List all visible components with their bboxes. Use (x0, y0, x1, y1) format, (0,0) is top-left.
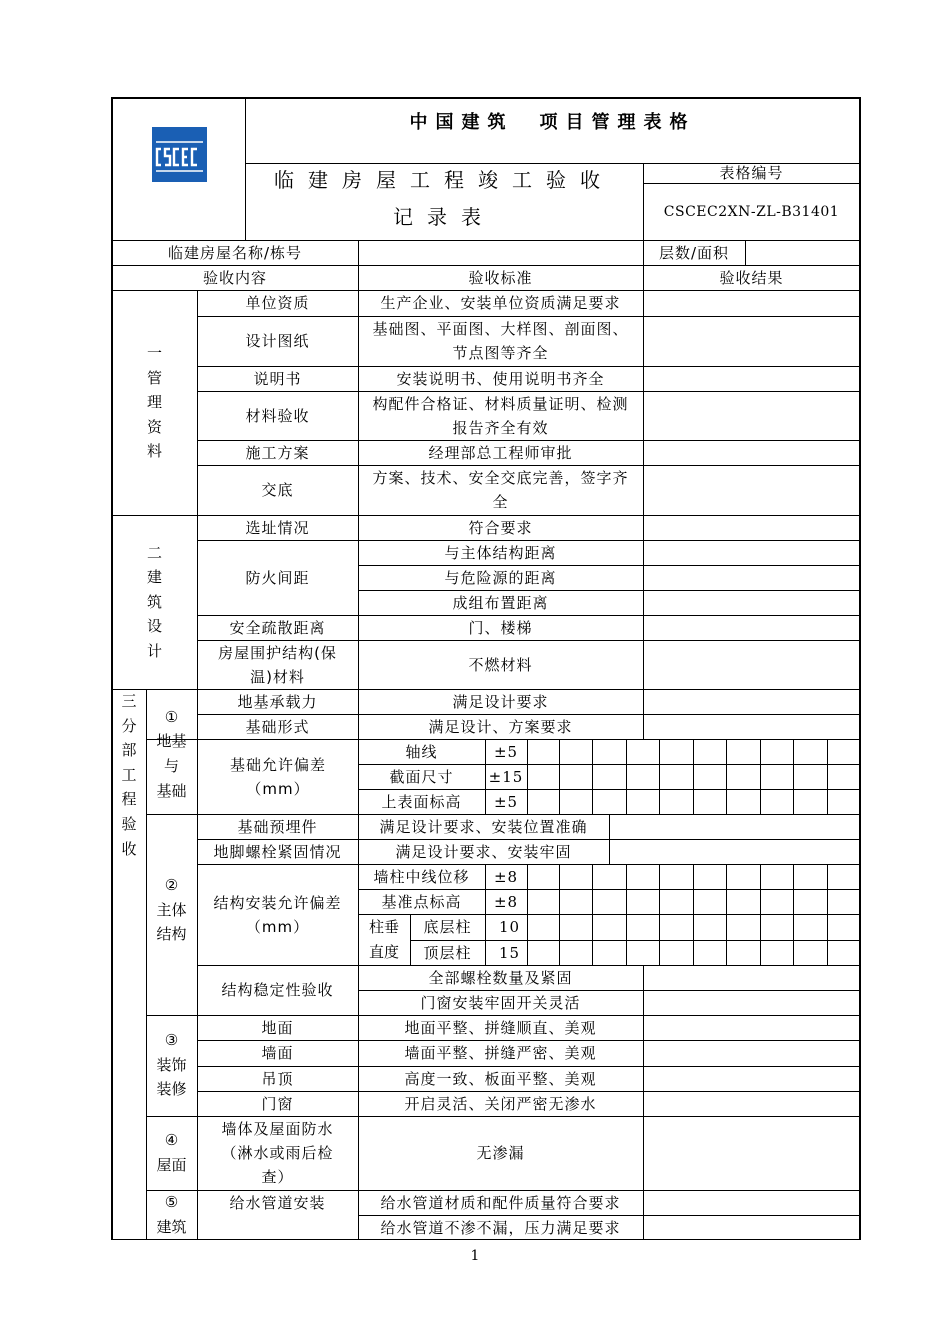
s3-found-dev-name: 基础允许偏差（mm） (229, 755, 326, 798)
floor-area-label: 层数/面积 (658, 243, 730, 262)
s2-evac-std: 门、楼梯 (468, 618, 533, 637)
s1-item-name: 设计图纸 (245, 332, 310, 350)
s3-found-dev-item: 轴线 (405, 742, 438, 761)
s3-pipe-name: 给水管道安装 (229, 1193, 326, 1212)
form-no-label: 表格编号 (719, 164, 784, 182)
s2-fire-std: 与危险源的距离 (444, 568, 557, 587)
s3-building-label: ⑤ 建筑 (156, 1193, 187, 1236)
form-no: CSCEC2XN-ZL-B31401 (663, 203, 840, 220)
col-result-header: 验收结果 (719, 268, 784, 287)
s3-roof-std: 无渗漏 (476, 1144, 525, 1162)
org-title: 中国建筑 项目管理表格 (409, 112, 696, 133)
s3-struct-dev-tol: ±8 (493, 867, 519, 886)
col-standard-header: 验收标准 (468, 268, 533, 287)
s3-bearing-std: 满足设计要求 (452, 692, 549, 711)
s3-form-std: 满足设计、方案要求 (428, 717, 573, 736)
s3-struct-dev-name: 结构安装允许偏差（mm） (213, 893, 342, 936)
s3-vertical-label: 柱垂 直度 (368, 917, 399, 961)
section3-title: 三 分 部 工 程 验 收 (121, 692, 137, 858)
building-name-label: 临建房屋名称/栋号 (167, 243, 303, 262)
building-name-value[interactable] (359, 241, 643, 265)
s3-pipe-std: 给水管道不渗不漏，压力满足要求 (380, 1218, 621, 1237)
s3-struct-dev-item: 底层柱 (423, 918, 472, 936)
s3-roof-name: 墙体及屋面防水（淋水或雨后检查） (221, 1120, 334, 1186)
floor-area-value[interactable] (746, 241, 860, 265)
s3-decor-name: 吊顶 (261, 1069, 294, 1088)
s3-found-dev-item: 截面尺寸 (389, 767, 454, 786)
cscec-logo-mark-icon (152, 127, 207, 182)
s1-item-std: 生产企业、安装单位资质满足要求 (380, 294, 621, 312)
s3-stability-std: 全部螺栓数量及紧固 (428, 968, 573, 987)
s3-decor-name: 墙面 (261, 1044, 294, 1062)
s3-decor-std: 地面平整、拼缝顺直、美观 (404, 1018, 597, 1037)
s3-decor-std: 墙面平整、拼缝严密、美观 (404, 1044, 597, 1062)
col-content-header: 验收内容 (202, 268, 267, 287)
s1-item-std: 经理部总工程师审批 (428, 443, 573, 462)
s3-decoration-label: ③ 装饰 装修 (156, 1031, 187, 1099)
s3-found-dev-tol: ±15 (488, 767, 524, 786)
s3-bolts-std: 满足设计要求、安装牢固 (395, 842, 572, 861)
s2-evac-name: 安全疏散距离 (229, 618, 326, 637)
s2-fire-std: 与主体结构距离 (444, 543, 557, 562)
s3-roof-label: ④ 屋面 (156, 1131, 187, 1174)
cscec-logo (152, 127, 207, 182)
s3-form-name: 基础形式 (245, 717, 310, 736)
s2-fire-name: 防火间距 (245, 568, 310, 587)
s3-struct-dev-item: 顶层柱 (423, 943, 472, 962)
s3-foundation-label: ① 地基 与 基础 (156, 707, 187, 800)
s3-struct-dev-tol: ±8 (493, 892, 519, 911)
form-title-line2: 记录表 (393, 205, 495, 229)
s1-item-name: 说明书 (253, 369, 302, 388)
s3-embedded-std: 满足设计要求、安装位置准确 (379, 817, 588, 836)
s3-struct-dev-item: 墙柱中线位移 (373, 867, 470, 886)
s3-decor-std: 高度一致、板面平整、美观 (404, 1069, 597, 1088)
s3-structure-label: ② 主体 结构 (156, 876, 187, 944)
s3-stability-name: 结构稳定性验收 (221, 981, 334, 999)
s3-found-dev-tol: ±5 (493, 792, 519, 811)
s3-pipe-std: 给水管道材质和配件质量符合要求 (380, 1193, 621, 1212)
s1-item-std: 基础图、平面图、大样图、剖面图、节点图等齐全 (372, 320, 629, 362)
form-title-line1: 临建房屋工程竣工验收 (274, 168, 614, 192)
section2-title: 二 建 筑 设 计 (146, 543, 162, 660)
s3-struct-dev-item: 基准点标高 (381, 892, 462, 911)
section1-title: 一 管 理 资 料 (146, 344, 162, 461)
s2-enclosure-name: 房屋围护结构(保温)材料 (218, 643, 337, 686)
s3-decor-std: 开启灵活、关闭严密无渗水 (404, 1094, 597, 1113)
s1-item-name: 单位资质 (245, 294, 310, 312)
page-number: 1 (470, 1248, 480, 1264)
s2-fire-std: 成组布置距离 (452, 593, 549, 612)
s2-site-std: 符合要求 (468, 518, 533, 537)
s3-embedded-name: 基础预埋件 (237, 817, 318, 836)
s3-found-dev-item: 上表面标高 (381, 792, 462, 811)
s3-struct-dev-tol: 10 (499, 918, 521, 936)
s3-bolts-name: 地脚螺栓紧固情况 (213, 842, 342, 861)
s3-bearing-name: 地基承载力 (237, 692, 318, 711)
s1-item-std: 构配件合格证、材料质量证明、检测报告齐全有效 (372, 394, 629, 437)
s3-struct-dev-tol: 15 (499, 943, 521, 962)
s3-stability-std: 门窗安装牢固开关灵活 (420, 993, 581, 1012)
s1-item-std: 安装说明书、使用说明书齐全 (396, 369, 605, 388)
s2-enclosure-std: 不燃材料 (468, 655, 533, 674)
s3-decor-name: 门窗 (261, 1094, 294, 1113)
s3-found-dev-tol: ±5 (493, 742, 519, 761)
s1-item-name: 交底 (261, 481, 294, 499)
s1-item-std: 方案、技术、安全交底完善，签字齐全 (372, 469, 629, 511)
s3-decor-name: 地面 (261, 1018, 294, 1037)
s1-item-name: 施工方案 (245, 443, 310, 462)
s1-item-name: 材料验收 (245, 406, 310, 425)
s2-site-name: 选址情况 (245, 518, 310, 537)
